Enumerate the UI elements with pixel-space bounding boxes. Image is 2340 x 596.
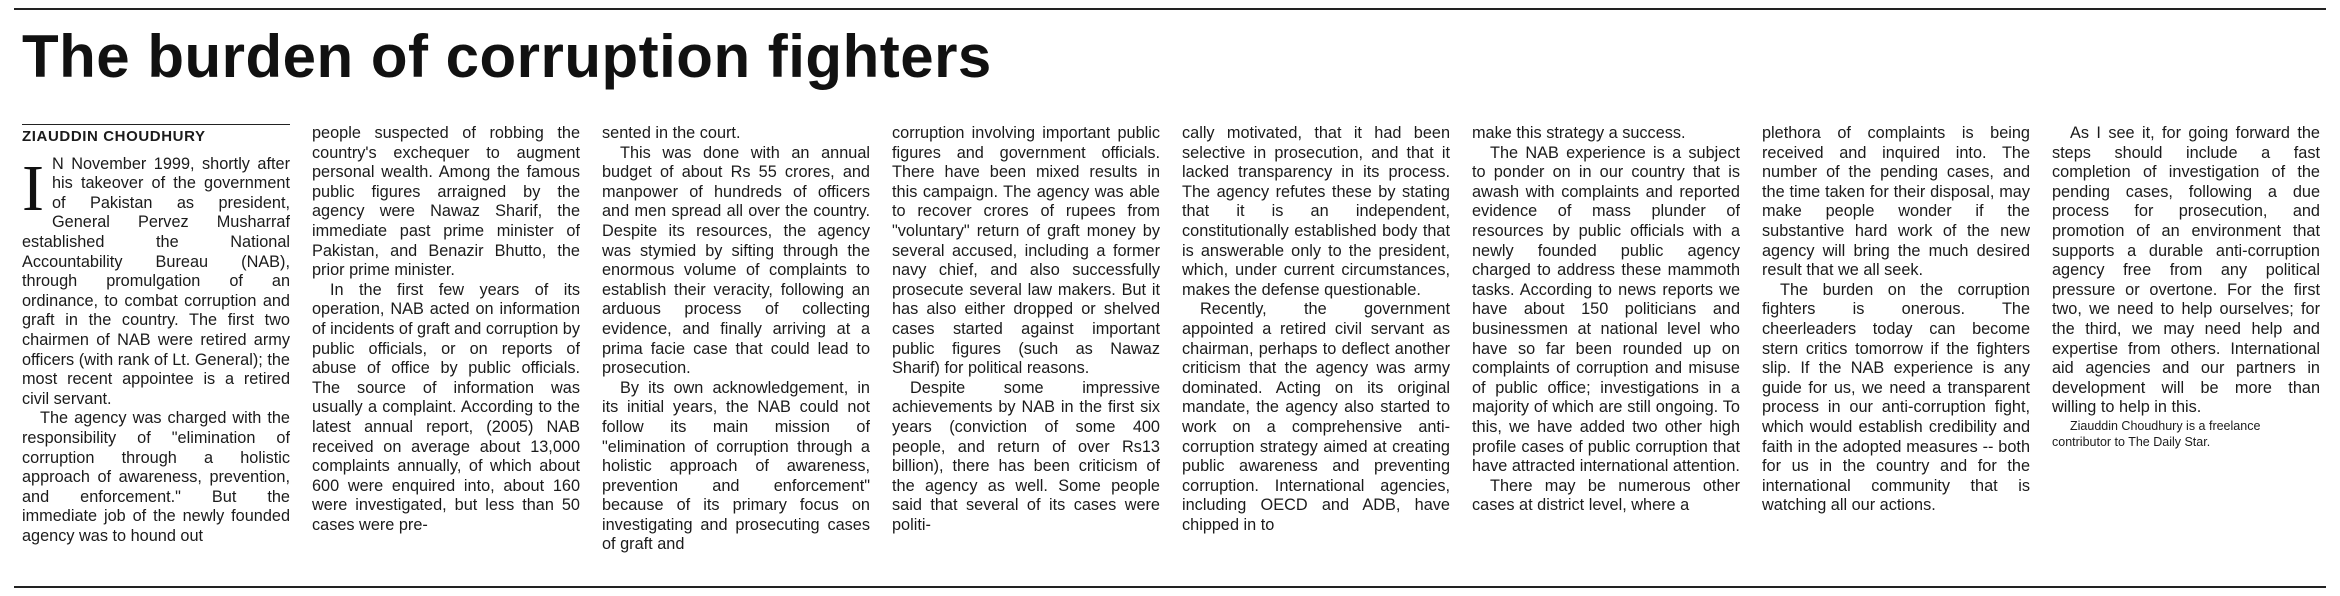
article-column-5 bbox=[1182, 124, 1450, 576]
article-paragraph: The NAB experience is a subject to ponder on in our country that is awash with complaints and reported evidence of mass plunder of resources by public officials with a newly founded public agency charged to address these mammoth tasks. According to news reports we have about 150 politicians and businessmen at national level who have so far been rounded up on complaints of corruption and misuse of public office; investigations in a majority of which are still ongoing. To this, we have added two other high profile cases of public corruption that have attracted international attention. bbox=[1472, 143, 1740, 476]
author-note: Ziauddin Choudhury is a freelance contributor to The Daily Star. bbox=[2052, 418, 2261, 449]
article-column-8 bbox=[2052, 124, 2320, 576]
article-column-4 bbox=[892, 124, 1160, 576]
article-paragraph: people suspected of robbing the country's exchequer to augment personal wealth. Among the famous public figures arraigned by the agency were Nawaz Sharif, the immediate past prime minister of Pakistan, and Benazir Bhutto, the prior prime minister. bbox=[312, 124, 580, 280]
article-paragraph: Despite some impressive achievements by NAB in the first six years (conviction of some 400 people, and return of over Rs13 billion), there has been criticism of the agency as well. Some people said that several of its cases were politi- bbox=[892, 378, 1160, 534]
article-paragraph: plethora of complaints is being received and inquired into. The number of the pending cases, and the time taken for their disposal, may make people wonder if the substantive hard work of the new agency will bring the much desired result that we all seek. bbox=[1762, 124, 2030, 280]
article-paragraph: cally motivated, that it had been selective in prosecution, and that it lacked transparency in its process. The agency refutes these by stating that it is an independent, constitutionally established body that is answerable only to the president, which, under current circumstances, makes the defense questionable. bbox=[1182, 124, 1450, 299]
article-headline: The burden of corruption fighters bbox=[22, 23, 992, 90]
article-paragraph: In the first few years of its operation, NAB acted on information of incidents of graft and corruption by public officials, or on reports of abuse of office by public officials. The source of information was usually a complaint. According to the latest annual report, (2005) NAB received on average about 13,000 complaints annually, of which about 600 were enquired into, about 160 were investigated, but less than 50 cases were pre- bbox=[312, 280, 580, 534]
article-paragraph: make this strategy a success. bbox=[1472, 124, 1686, 142]
article-paragraph: This was done with an annual budget of about Rs 55 crores, and manpower of hundreds of officers and men spread all over the country. Despite its resources, the agency was stymied by sifting through the enormous volume of complaints to establish their veracity, following an arduous process of collecting evidence, and finally arriving at a prima facie case that could lead to prosecution. bbox=[602, 143, 870, 378]
article-column-2 bbox=[312, 124, 580, 576]
article-paragraph: I N November 1999, shortly after his takeover of the government of Pakistan as president, General Pervez Musharraf established the National Accountability Bureau (NAB), through promulgation of an ordinance, to combat corruption and graft in the country. The first two chairmen of NAB were retired army officers (with rank of Lt. General); the most recent appointee is a retired civil servant. bbox=[22, 151, 290, 408]
top-rule bbox=[14, 8, 2326, 10]
drop-cap: I bbox=[22, 151, 44, 225]
byline: ZIAUDDIN CHOUDHURY bbox=[22, 124, 290, 149]
article-paragraph: sented in the court. bbox=[602, 124, 741, 142]
article-paragraph: There may be numerous other cases at district level, where a bbox=[1472, 476, 1740, 515]
article-paragraph: corruption involving important public figures and government officials. There have been mixed results in this campaign. The agency was able to recover crores of rupees from "voluntary" return of graft money by several accused, including a former navy chief, and also successfully prosecute several law makers. But it has also either dropped or shelved cases started against important public figures (such as Nawaz Sharif) for political reasons. bbox=[892, 124, 1160, 378]
article-column-1 bbox=[22, 124, 290, 576]
article-column-3 bbox=[602, 124, 870, 576]
bottom-rule bbox=[14, 586, 2326, 588]
article-paragraph: As I see it, for going forward the steps should include a fast completion of investigation of the pending cases, following a due process for prosecution, and promotion of an environment that supports a durable anti-corruption agency free from any political pressure or overtone. For the first two, we need to help ourselves; for the third, we may need help and expertise from others. International aid agencies and our partners in development will be more than willing to help in this. bbox=[2052, 124, 2320, 417]
article-column-6 bbox=[1472, 124, 1740, 576]
article-column-7 bbox=[1762, 124, 2030, 576]
article-paragraph: Recently, the government appointed a retired civil servant as chairman, perhaps to deflect another criticism that the agency was army dominated. Acting on its original mandate, the agency also started to work on a comprehensive anti-corruption strategy aimed at creating public awareness and preventing corruption. International agencies, including OECD and ADB, have chipped in to bbox=[1182, 300, 1450, 534]
article-paragraph: The agency was charged with the responsibility of "elimination of corruption through a holistic approach of awareness, prevention, and enforcement." But the immediate job of the newly founded agency was to hound out bbox=[22, 409, 290, 545]
article-paragraph: The burden on the corruption fighters is onerous. The cheerleaders today can become stern critics tomorrow if the fighters slip. If the NAB experience is any guide for us, we need a transparent process in our anti-corruption fight, which would establish credibility and faith in the adopted measures -- both for us in the country and for the international community that is watching all our actions. bbox=[1762, 280, 2030, 515]
article-paragraph: By its own acknowledgement, in its initial years, the NAB could not follow its main mission of "elimination of corruption through a holistic approach of awareness, prevention and enforcement" because of its primary focus on investigating and prosecuting cases of graft and bbox=[602, 378, 870, 554]
